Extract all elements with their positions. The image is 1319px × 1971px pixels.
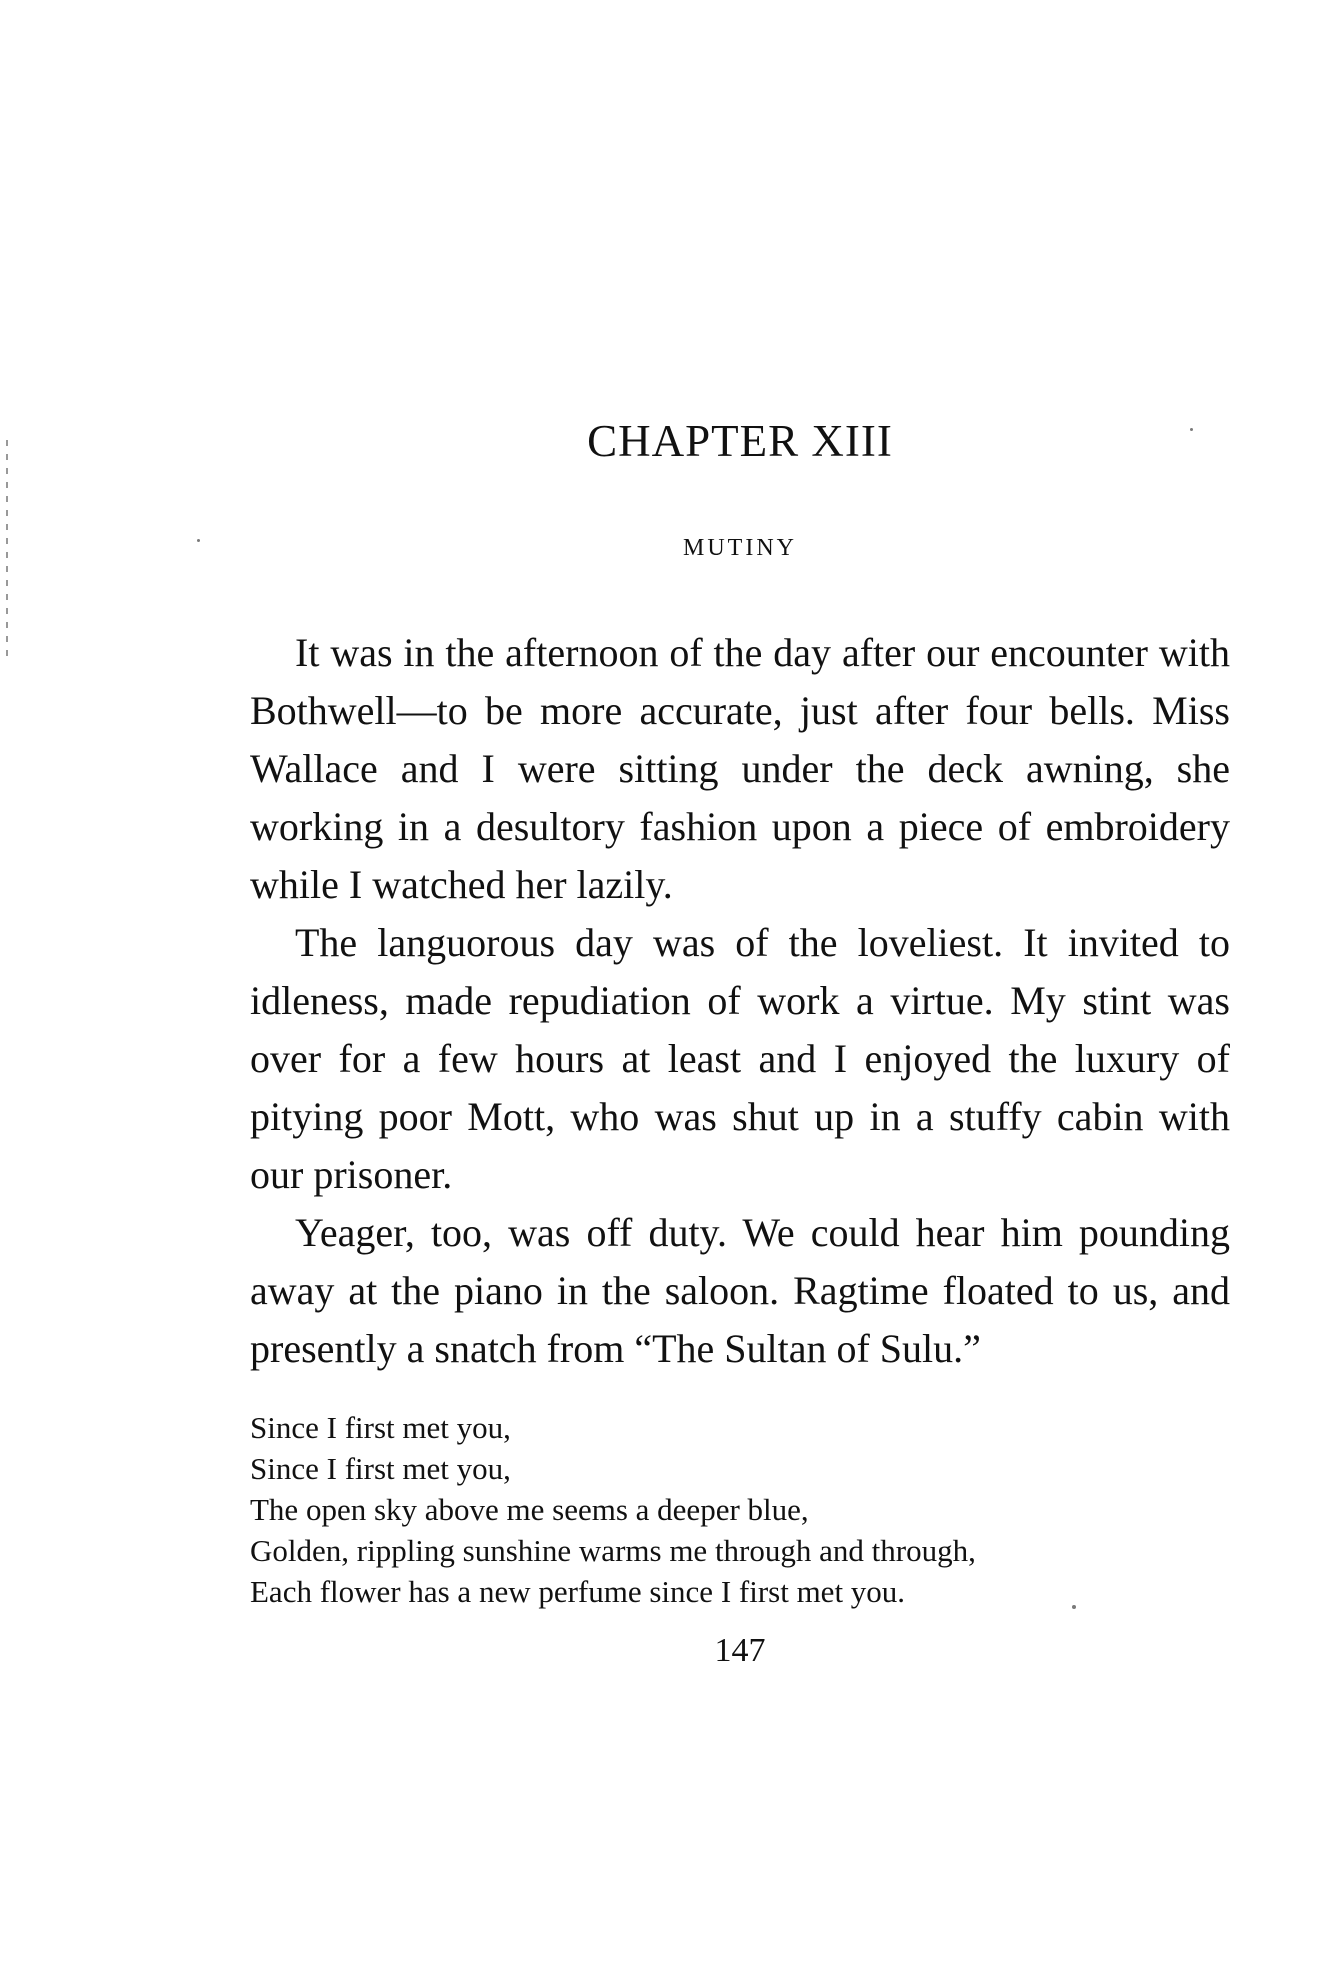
song-verse xyxy=(250,1407,1250,1612)
paragraph: It was in the afternoon of the day after our encounter with Bothwell—to be more accurate, just after four bells. Miss Wallace and I were sitting under the deck awning, she working in a desultory fashion upon a piece of embroidery while I watched her lazily. xyxy=(250,630,1230,907)
chapter-subtitle: MUTINY xyxy=(683,535,797,561)
verse-line: Each flower has a new perfume since I first met you. xyxy=(250,1574,906,1609)
paragraph: The languorous day was of the loveliest. It invited to idleness, made repudiation of work a virtue. My stint was over for a few hours at least and I enjoyed the luxury of pitying poor Mott, who was shut up in a stuffy cabin with our prisoner. xyxy=(250,920,1230,1197)
scan-speck xyxy=(1190,428,1193,431)
verse-line: The open sky above me seems a deeper blue, xyxy=(250,1492,809,1527)
page-number: 147 xyxy=(714,1632,766,1669)
scan-speck xyxy=(1072,1605,1076,1609)
chapter-body xyxy=(250,624,1230,1378)
paragraph: Yeager, too, was off duty. We could hear him pounding away at the piano in the saloon. Ragtime floated to us, and presently a snatch from “The Sultan of Sulu.” xyxy=(250,1210,1230,1371)
scan-speck xyxy=(197,539,200,542)
verse-line: Since I first met you, xyxy=(250,1451,511,1486)
verse-line: Golden, rippling sunshine warms me through and through, xyxy=(250,1533,976,1568)
chapter-title: CHAPTER XIII xyxy=(587,416,893,466)
verse-line: Since I first met you, xyxy=(250,1410,511,1445)
scan-margin-mark xyxy=(6,440,8,660)
